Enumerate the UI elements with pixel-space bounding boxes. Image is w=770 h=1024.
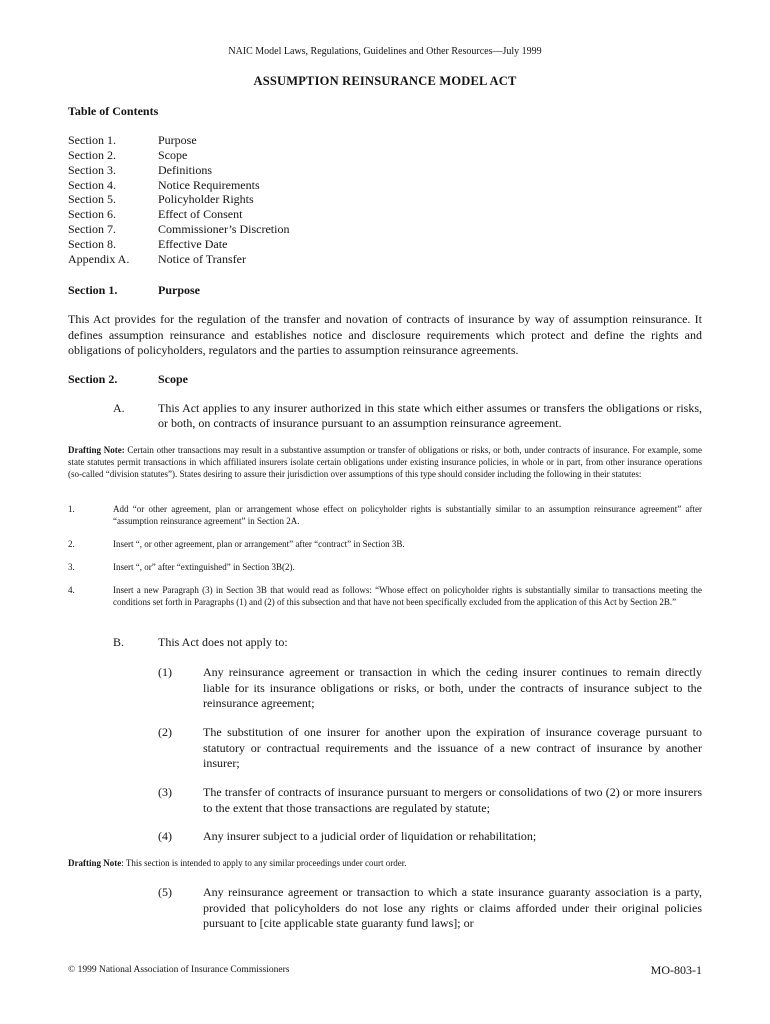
toc-section-title: Notice Requirements — [158, 177, 260, 192]
toc-section-title: Notice of Transfer — [158, 251, 246, 266]
toc-section-title: Purpose — [158, 133, 197, 147]
toc-section-number: Section 7. — [68, 222, 116, 237]
exclusion-label: (2) — [158, 725, 172, 739]
exclusion-label: (1) — [158, 665, 172, 679]
exclusion-label: (4) — [158, 829, 172, 843]
drafting-note-1 — [68, 444, 702, 480]
amendment-body: Insert “, or other agreement, plan or arrangement” after “contract” in Section 3B. — [113, 539, 405, 549]
drafting-note-body: : This section is intended to apply to any similar proceedings under court order. — [121, 858, 407, 868]
section-title: Scope — [158, 372, 188, 386]
amendment-number: 3. — [68, 562, 75, 572]
exclusion-label: (5) — [158, 885, 172, 899]
toc-entry — [68, 252, 468, 267]
subsection-b-label: B. — [113, 635, 125, 649]
exclusion-body: The substitution of one insurer for another upon the expiration of insurance coverage pursuant to statutory or contractual requirements and the issuance of a new contract of insurance by another insurer; — [203, 725, 702, 770]
running-head: NAIC Model Laws, Regulations, Guidelines and Other Resources—July 1999 — [228, 46, 542, 57]
exclusion-body: The transfer of contracts of insurance pursuant to mergers or consolidations of two (2) or more insurers to the extent that those transactions are regulated by statute; — [203, 785, 702, 815]
footer-page-code: MO-803-1 — [650, 963, 702, 977]
toc-entry — [68, 207, 468, 222]
subsection-a-body: This Act applies to any insurer authorized in this state which either assumes or transfers the obligations or risks, or both, on contracts of insurance pursuant to an assumption reinsurance agreement. — [158, 401, 702, 430]
toc-section-number: Appendix A. — [68, 251, 130, 266]
toc-section-number: Section 5. — [68, 192, 116, 207]
exclusion-body: Any insurer subject to a judicial order of liquidation or rehabilitation; — [203, 829, 537, 843]
toc-entry — [68, 222, 468, 237]
toc-heading: Table of Contents — [68, 104, 159, 118]
amendment-number: 1. — [68, 504, 75, 514]
toc-section-number: Section 6. — [68, 207, 116, 222]
amendment-body: Insert “, or” after “extinguished” in Section 3B(2). — [113, 562, 295, 572]
amendment-body: Add “or other agreement, plan or arrangement whose effect on policyholder rights is substantially similar to an assumption reinsurance agreement” after “assumption reinsurance agreement” in Section 2A. — [113, 504, 702, 526]
exclusion-body: Any reinsurance agreement or transaction in which the ceding insurer continues to remain directly liable for its insurance obligations or risks, or both, under the contracts of insurance subject to the reinsurance agreement; — [203, 665, 702, 710]
toc-entry — [68, 192, 468, 207]
section-number: Section 1. — [68, 283, 118, 297]
section-1-body: This Act provides for the regulation of the transfer and novation of contracts of insurance by way of assumption reinsurance. It defines assumption reinsurance and establishes notice and disclosure requirements which protect and define the rights and obligations of policyholders, regulators and the parties to assumption reinsurance agreements. — [68, 312, 702, 357]
amendment-body: Insert a new Paragraph (3) in Section 3B that would read as follows: “Whose effect on policyholder rights is substantially similar to transactions meeting the conditions set forth in Paragraphs (1) and (2) of this subsection and that have not been specifically excluded from the application of this Act by Section 2B.” — [113, 585, 702, 607]
toc-section-number: Section 1. — [68, 133, 116, 147]
amendment-number: 2. — [68, 539, 75, 549]
document-title: ASSUMPTION REINSURANCE MODEL ACT — [253, 74, 517, 88]
drafting-note-label: Drafting Note — [68, 858, 122, 868]
section-title: Purpose — [158, 283, 200, 297]
subsection-a-label: A. — [113, 401, 125, 415]
toc-section-number: Section 8. — [68, 236, 116, 251]
amendment-number: 4. — [68, 585, 75, 595]
toc-section-title: Commissioner’s Discretion — [158, 222, 290, 237]
table-of-contents — [68, 133, 468, 267]
toc-section-number: Section 3. — [68, 162, 116, 177]
subsection-b-intro: This Act does not apply to: — [158, 635, 288, 649]
section-number: Section 2. — [68, 372, 118, 386]
toc-section-title: Definitions — [158, 162, 212, 177]
exclusion-label: (3) — [158, 785, 172, 799]
toc-section-number: Section 2. — [68, 147, 116, 162]
toc-entry — [68, 163, 468, 178]
toc-section-title: Scope — [158, 147, 188, 162]
toc-entry — [68, 237, 468, 252]
drafting-note-body: Certain other transactions may result in a substantive assumption or transfer of obligations or risks, or both, under contracts of insurance. For example, some state statutes permit transactions in which affiliated insurers isolate certain obligations under existing insurance policies, in whole or in part, from other insurance operations (so-called “division statutes”). States desiring to assure their jurisdiction over assumptions of this type should consider including the following in their statutes: — [68, 445, 703, 479]
section-1-heading — [68, 283, 702, 298]
toc-section-title: Policyholder Rights — [158, 192, 254, 207]
toc-entry — [68, 133, 468, 148]
toc-section-title: Effective Date — [158, 236, 228, 251]
exclusion-body: Any reinsurance agreement or transaction to which a state insurance guaranty association is a party, provided that policyholders do not lose any rights or claims afforded under their original policies pursuant to [cite applicable state guaranty fund laws]; or — [203, 885, 702, 930]
toc-section-title: Effect of Consent — [158, 207, 243, 222]
toc-entry — [68, 148, 468, 163]
toc-entry — [68, 178, 468, 193]
toc-section-number: Section 4. — [68, 177, 116, 192]
drafting-note-label: Drafting Note: — [68, 445, 125, 455]
footer-copyright: © 1999 National Association of Insurance Commissioners — [68, 965, 290, 975]
section-2-heading — [68, 372, 702, 387]
drafting-note-2 — [68, 857, 702, 869]
